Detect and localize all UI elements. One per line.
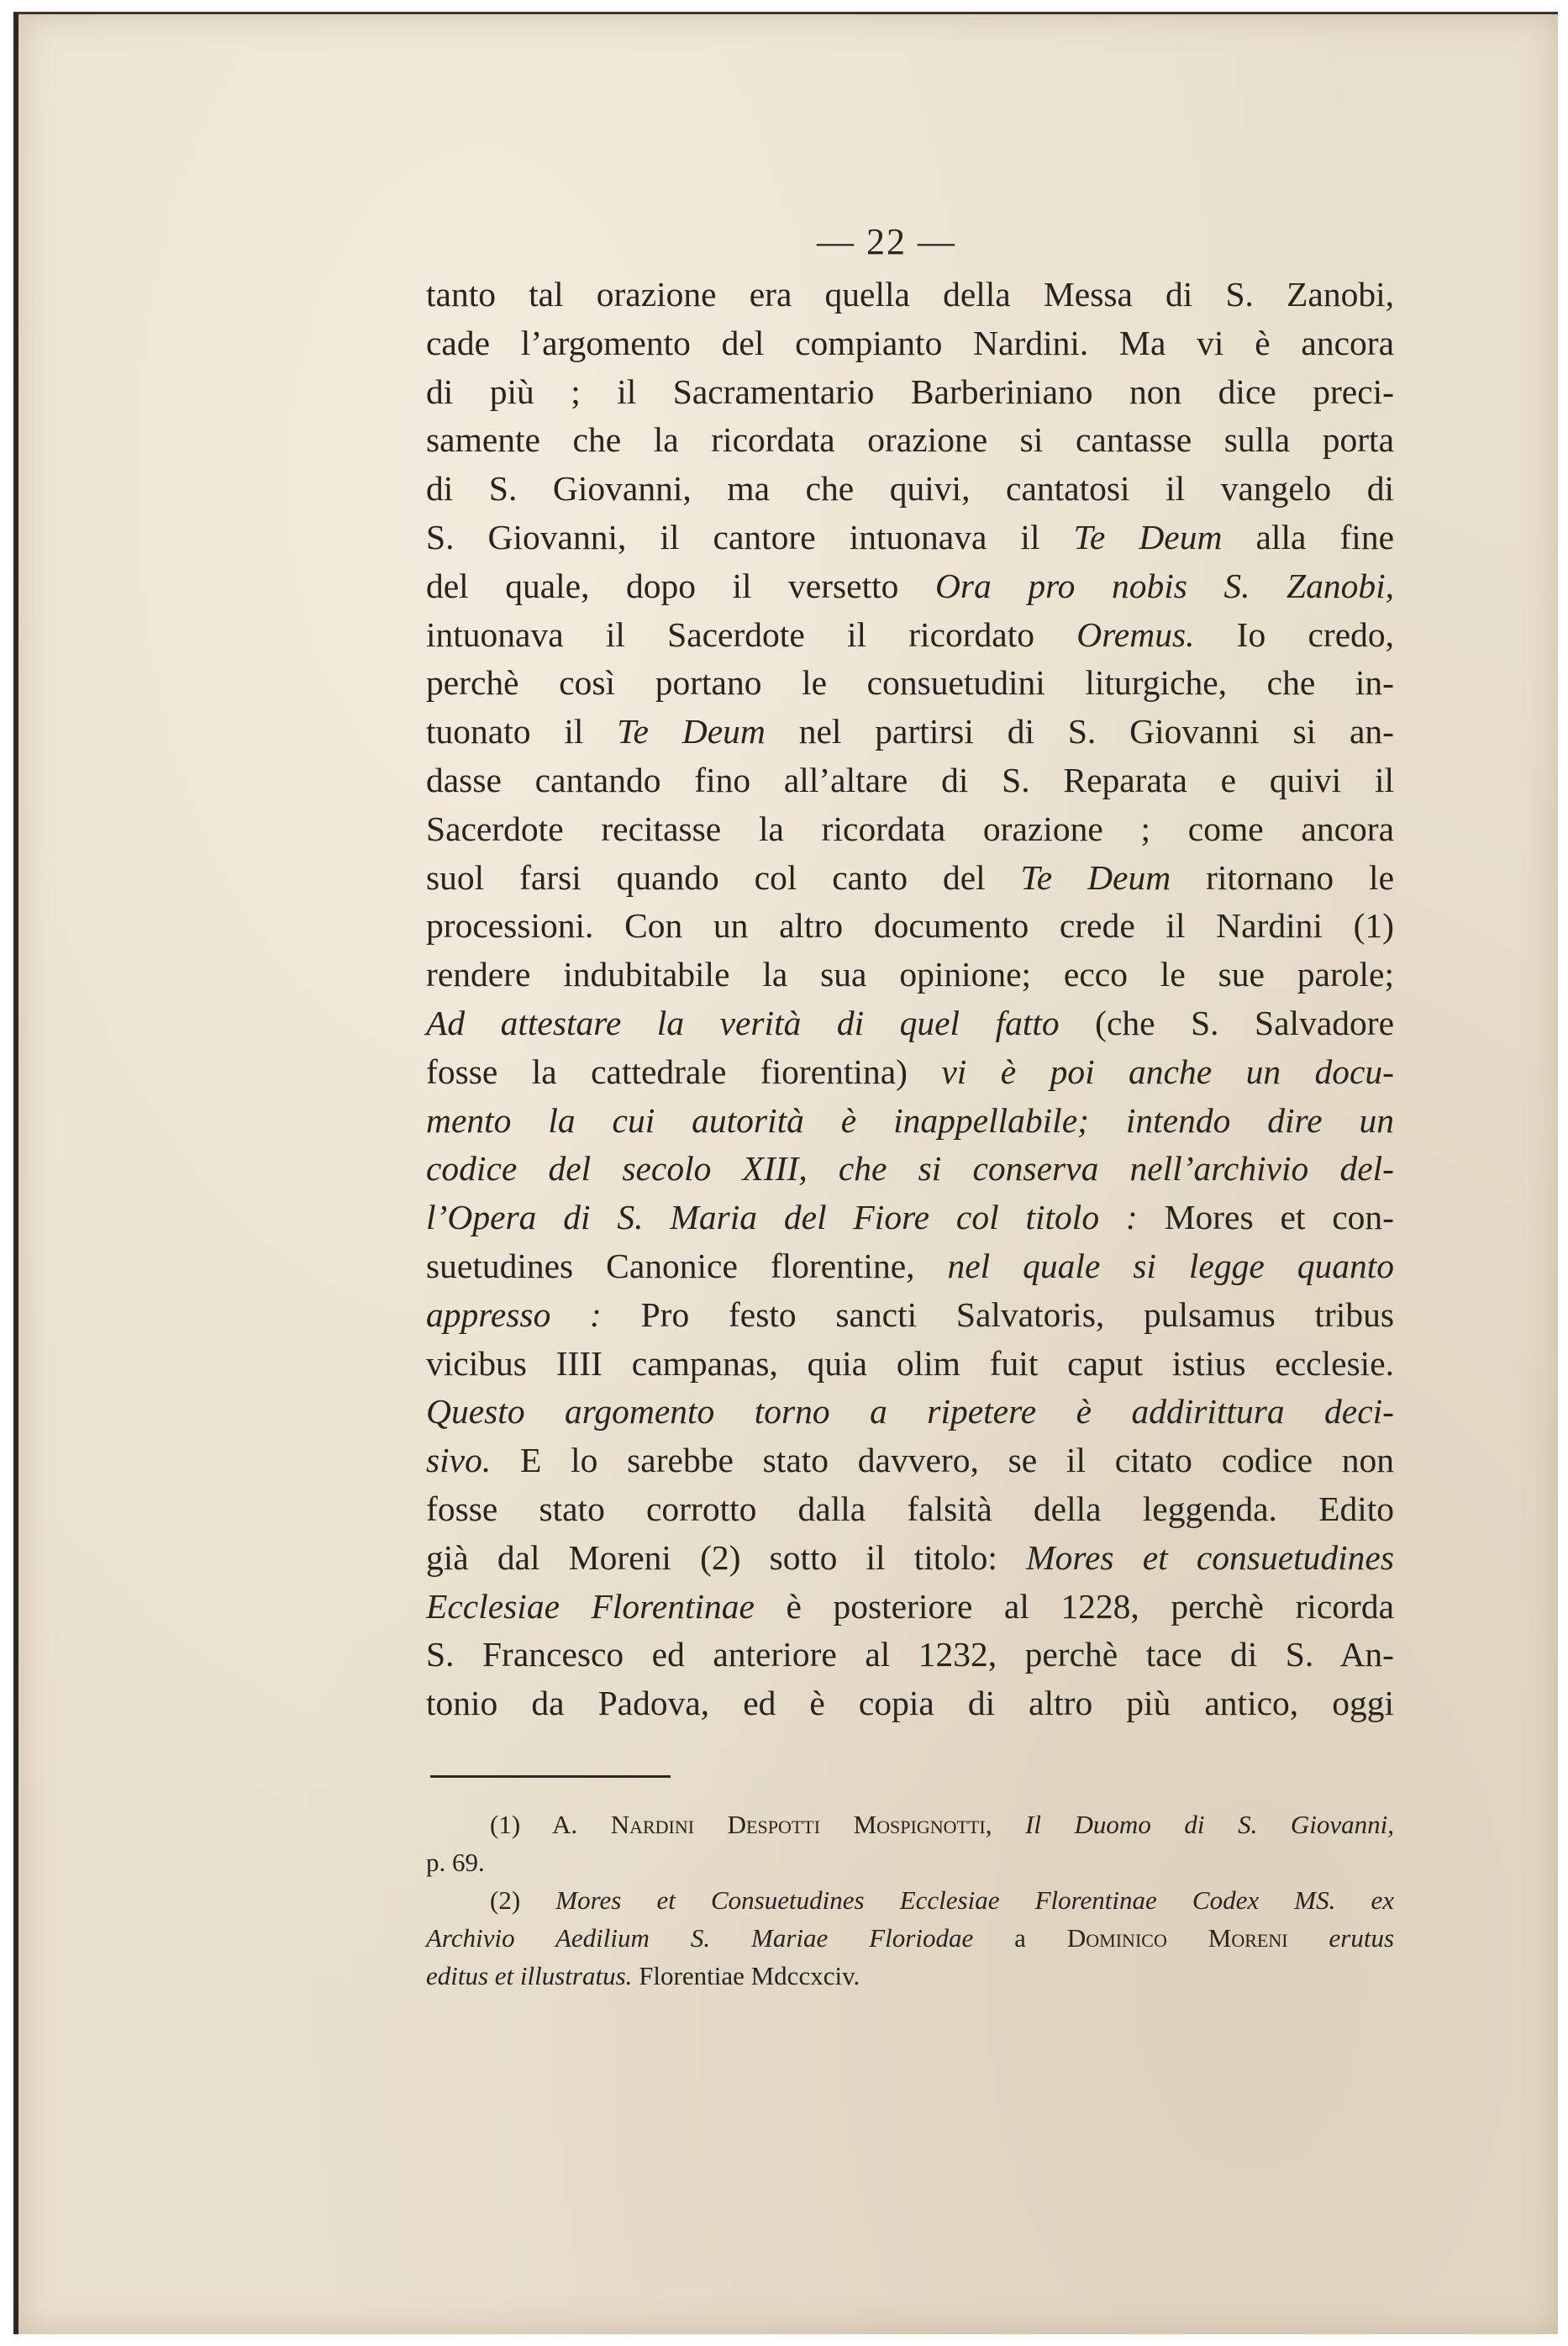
italic-run: Archivio Aedilium S. Mariae Floriodae — [426, 1923, 974, 1953]
text-run: rendere indubitabile la sua opinione; ecco le sue parole; — [426, 955, 1394, 994]
text-line — [426, 805, 1394, 854]
text-run: Pro festo sancti Salvatoris, pulsamus tribus — [601, 1294, 1394, 1334]
italic-run: erutus — [1329, 1923, 1395, 1953]
footnote-line — [426, 1957, 1394, 1995]
italic-run: appresso : — [426, 1294, 602, 1334]
text-line — [426, 465, 1394, 514]
italic-run: Ora pro nobis S. Zanobi, — [934, 566, 1394, 605]
italic-run: Oremus. — [1076, 614, 1195, 654]
text-run: suetudines Canonice florentine, — [426, 1246, 948, 1285]
italic-run: Il Duomo di S. Giovanni, — [1025, 1810, 1394, 1839]
text-run: di più ; il Sacramentario Barberiniano non dice preci- — [426, 372, 1394, 411]
text-line — [426, 1485, 1394, 1534]
text-line — [426, 271, 1394, 319]
footnote-line — [426, 1806, 1394, 1843]
italic-run: nel quale si legge quanto — [947, 1246, 1394, 1285]
text-run: è posteriore al 1228, perchè ricorda — [754, 1586, 1394, 1626]
italic-run: l’Opera di S. Maria del Fiore col titolo : — [426, 1198, 1138, 1237]
footnote-line — [426, 1843, 1394, 1881]
text-run: Mores et con- — [1137, 1198, 1394, 1237]
text-run: samente che la ricordata orazione si cantasse sulla porta — [426, 420, 1394, 460]
text-run: fosse stato corrotto dalla falsità della leggenda. Edito — [426, 1489, 1394, 1528]
main-text — [426, 271, 1394, 1728]
text-run: Florentiae Mdccxciv. — [632, 1961, 860, 1990]
footnotes — [426, 1806, 1394, 1995]
text-line — [426, 757, 1394, 805]
text-line — [426, 902, 1394, 951]
text-run: (1) A. — [490, 1810, 611, 1839]
text-run: S. Giovanni, il cantore intuonava il — [426, 517, 1074, 556]
text-line — [426, 1048, 1394, 1097]
text-run: intuonava il Sacerdote il ricordato — [426, 614, 1077, 654]
text-run: processioni. Con un altro documento crede il Nardini (1) — [426, 906, 1394, 946]
text-line — [426, 1388, 1394, 1437]
text-line — [426, 854, 1394, 903]
text-run: già dal Moreni (2) sotto il titolo: — [426, 1537, 1027, 1577]
text-line — [426, 1145, 1394, 1194]
text-run: del quale, dopo il versetto — [426, 566, 935, 605]
italic-run: mento la cui autorità è inappellabile; intendo dire un — [426, 1100, 1394, 1140]
text-run: tuonato il — [426, 712, 618, 751]
text-line — [426, 708, 1394, 757]
italic-run: Ecclesiae Florentinae — [426, 1586, 755, 1626]
text-run: Sacerdote recitasse la ricordata orazione ; come ancora — [426, 809, 1394, 848]
text-line — [426, 611, 1394, 660]
text-run — [1288, 1923, 1329, 1953]
text-line — [426, 1679, 1394, 1728]
italic-run: Questo argomento torno a ripetere è addirittura deci- — [426, 1392, 1394, 1431]
text-line — [426, 368, 1394, 417]
text-line — [426, 1242, 1394, 1291]
text-line — [426, 1534, 1394, 1583]
footnote-line — [426, 1919, 1394, 1957]
text-line — [426, 1437, 1394, 1485]
text-line — [426, 1097, 1394, 1146]
text-run: tonio da Padova, ed è copia di altro più antico, oggi — [426, 1684, 1394, 1723]
text-run: cade l’argomento del compianto Nardini. Ma vi è ancora — [426, 323, 1394, 362]
text-line — [426, 999, 1394, 1048]
text-run: a — [973, 1923, 1067, 1953]
text-run: tanto tal orazione era quella della Messa di S. Zanobi, — [426, 275, 1394, 314]
text-line — [426, 659, 1394, 708]
text-line — [426, 416, 1394, 465]
text-line — [426, 1583, 1394, 1632]
text-line — [426, 951, 1394, 999]
text-run: fosse la cattedrale fiorentina) — [426, 1052, 942, 1091]
text-run: alla fine — [1222, 517, 1394, 556]
text-run: (2) — [490, 1885, 556, 1915]
text-run: di S. Giovanni, ma che quivi, cantatosi il vangelo di — [426, 469, 1394, 509]
text-run: E lo sarebbe stato davvero, se il citato codice non — [491, 1441, 1394, 1480]
page-number: — 22 — — [817, 221, 956, 262]
italic-run: Te Deum — [617, 712, 766, 751]
text-line — [426, 1194, 1394, 1242]
text-line — [426, 514, 1394, 562]
text-run: Io credo, — [1194, 614, 1394, 654]
text-line — [426, 1340, 1394, 1389]
text-run: suol farsi quando col canto del — [426, 857, 1021, 897]
italic-run: Ad attestare la verità di quel fatto — [426, 1003, 1060, 1042]
author-name: Nardini Despotti Mospignotti — [610, 1810, 986, 1839]
italic-run: editus et illustratus. — [426, 1961, 633, 1990]
text-run: dasse cantando fino all’altare di S. Reparata e quivi il — [426, 760, 1394, 799]
text-line — [426, 1631, 1394, 1679]
italic-run: vi è poi anche un docu- — [941, 1052, 1394, 1091]
author-name: Dominico Moreni — [1066, 1923, 1288, 1953]
text-run: vicibus IIII campanas, quia olim fuit caput istius ecclesie. — [426, 1343, 1394, 1383]
text-line — [426, 319, 1394, 368]
italic-run: Mores et consuetudines — [1026, 1537, 1394, 1577]
italic-run: sivo. — [426, 1441, 492, 1480]
text-run: p. 69. — [426, 1848, 485, 1877]
italic-run: Mores et Consuetudines Ecclesiae Florentinae Codex MS. ex — [555, 1885, 1394, 1915]
italic-run: Te Deum — [1020, 857, 1171, 897]
italic-run: Te Deum — [1073, 517, 1223, 556]
text-run: nel partirsi di S. Giovanni si an- — [765, 712, 1394, 751]
text-run: S. Francesco ed anteriore al 1232, perchè tace di S. An- — [426, 1635, 1394, 1674]
italic-run: codice del secolo XIII, che si conserva nell’archivio del- — [426, 1149, 1394, 1189]
text-line — [426, 562, 1394, 611]
text-run: perchè così portano le consuetudini liturgiche, che in- — [426, 663, 1394, 703]
text-run: ritornano le — [1171, 857, 1394, 897]
footnote-separator — [430, 1775, 671, 1778]
footnote-line — [426, 1881, 1394, 1919]
text-run: (che S. Salvadore — [1059, 1003, 1394, 1042]
text-line — [426, 1291, 1394, 1340]
text-run: , — [985, 1810, 1026, 1839]
